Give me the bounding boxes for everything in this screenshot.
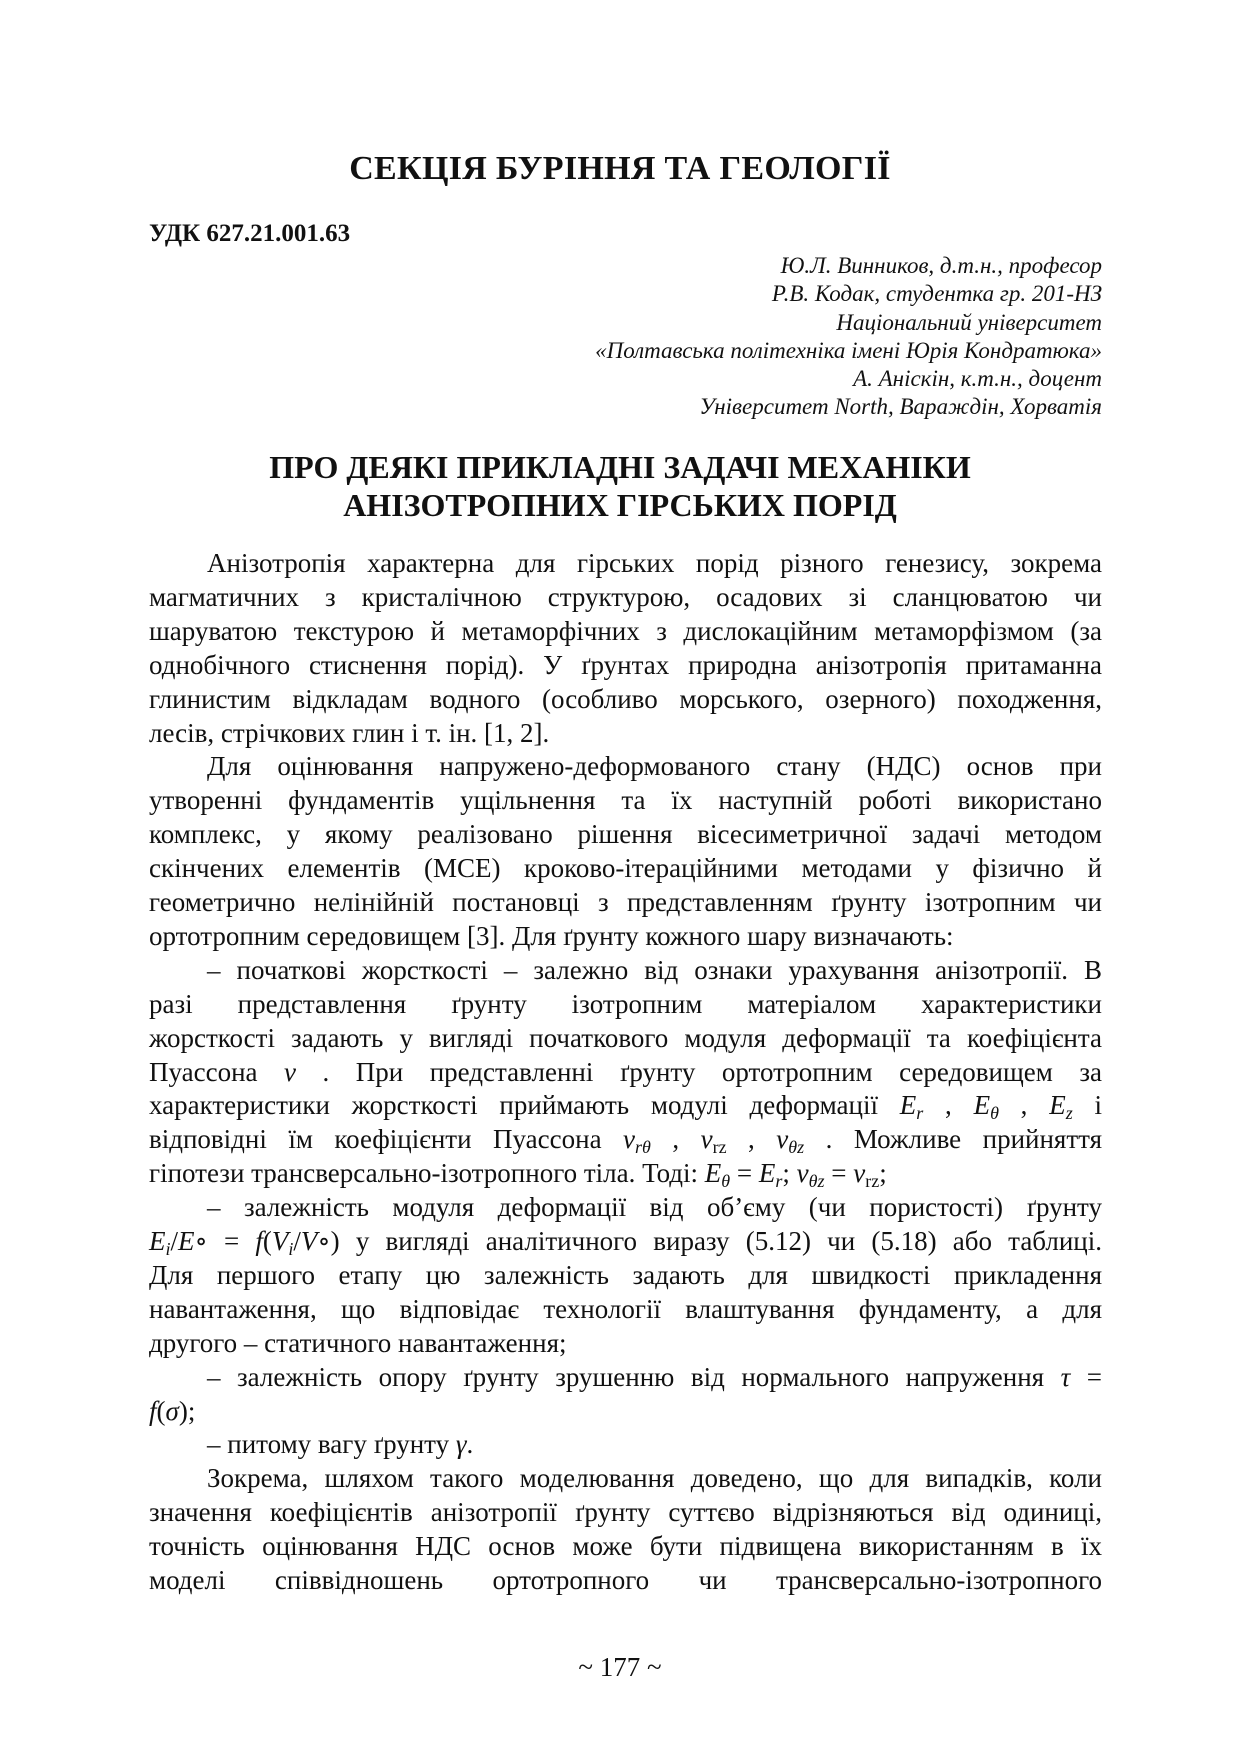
body-line [149, 1021, 1102, 1055]
text-run: , [726, 1124, 777, 1155]
text-run: Пуассона [149, 1056, 285, 1087]
math-variable: ν [853, 1158, 866, 1189]
math-symbol [178, 1226, 195, 1256]
text-run: Для першого етапу цю залежність задають для швидкості прикладення [149, 1259, 1102, 1290]
math-symbol [1061, 1362, 1071, 1392]
math-symbol [899, 1090, 924, 1124]
text-run: . Можливе прийняття [804, 1124, 1103, 1155]
body-line [149, 1258, 1102, 1292]
math-symbol [284, 1057, 296, 1087]
body-line [149, 546, 1102, 580]
math-subscript: θ [990, 1103, 999, 1124]
math-symbol [456, 1429, 467, 1459]
math-variable: V [271, 1226, 289, 1256]
body-line [149, 614, 1102, 648]
text-run: жорсткості задають у вигляді початкового модуля деформації та коефіцієнта [149, 1022, 1102, 1053]
math-variable: E [1049, 1090, 1066, 1121]
body-line [149, 1224, 1102, 1258]
body-line [149, 885, 1102, 919]
math-subscript: z [1065, 1103, 1073, 1124]
math-symbol [758, 1158, 783, 1192]
math-subscript: rz [865, 1171, 880, 1192]
math-subscript: θz [788, 1137, 805, 1158]
math-symbol [271, 1226, 294, 1259]
text-run: = [730, 1158, 759, 1189]
math-variable: f [149, 1395, 157, 1426]
section-title: СЕКЦІЯ БУРІННЯ ТА ГЕОЛОГІЇ [349, 150, 891, 187]
text-run: , [998, 1090, 1050, 1121]
math-subscript: i [288, 1239, 294, 1259]
math-variable: ν [796, 1158, 809, 1189]
text-run: – залежність опору ґрунту зрушенню від нормального напруження [207, 1361, 1061, 1392]
body-line [149, 1495, 1102, 1529]
article-title-line: ПРО ДЕЯКІ ПРИКЛАДНІ ЗАДАЧІ МЕХАНІКИ [269, 449, 971, 485]
body-line [149, 1088, 1102, 1122]
body-line [149, 580, 1102, 614]
udk-code: УДК 627.21.001.63 [149, 220, 351, 247]
text-run: ); [178, 1395, 196, 1426]
body-line [149, 1427, 1102, 1461]
body-line [149, 851, 1102, 885]
math-variable: f [255, 1226, 263, 1256]
body-line [149, 817, 1102, 851]
body-line [149, 1529, 1102, 1563]
math-symbol [776, 1124, 805, 1158]
math-symbol [700, 1124, 727, 1158]
math-subscript: rθ [635, 1137, 651, 1158]
text-run: = [1070, 1361, 1103, 1392]
text-run: Для оцінювання напружено-деформованого стану (НДС) основ при [207, 751, 1102, 782]
author-line: Ю.Л. Винников, д.т.н., професор [780, 253, 1102, 278]
math-symbol [301, 1226, 318, 1256]
body-line [149, 783, 1102, 817]
body-line [149, 682, 1102, 716]
math-symbol [166, 1396, 179, 1426]
body-line [149, 1055, 1102, 1089]
text-run: комплекс, у якому реалізовано рішення вісесиметричної задачі методом [149, 819, 1102, 850]
body-line [149, 1461, 1102, 1495]
author-block [595, 252, 1102, 422]
text-run: відповідні їм коефіцієнти Пуассона [149, 1124, 624, 1155]
text-run: / [293, 1226, 301, 1256]
body-line [149, 1292, 1102, 1326]
math-variable: σ [165, 1395, 179, 1426]
body-line [149, 1326, 1102, 1360]
article-title [0, 448, 1240, 524]
body-line [149, 749, 1102, 783]
text-run: навантаження, що відповідає технології влаштування фундаменту, а для [149, 1293, 1102, 1324]
page-number: ~ 177 ~ [578, 1652, 662, 1682]
text-run: ∘ = [194, 1226, 256, 1256]
body-line [149, 1122, 1102, 1156]
text-run: , [923, 1090, 974, 1121]
text-run: ортотропним середовищем [3]. Для ґрунту кожного шару визначають: [149, 920, 954, 951]
math-symbol [623, 1124, 651, 1158]
article-title-line: АНІЗОТРОПНИХ ГІРСЬКИХ ПОРІД [343, 487, 897, 523]
math-symbol [149, 1396, 157, 1426]
text-run: моделі співвідношень ортотропного чи трансверсально-ізотропного [149, 1565, 1102, 1595]
text-run: . При представленні ґрунту ортотропним середовищем за [296, 1056, 1102, 1087]
math-symbol [796, 1158, 825, 1192]
math-symbol [255, 1226, 263, 1256]
text-run: глинистим відкладам водного (особливо морського, озерного) походження, [149, 683, 1102, 714]
math-variable: ν [623, 1124, 636, 1155]
math-symbol [1049, 1090, 1073, 1124]
text-run: ( [262, 1226, 272, 1256]
text-run: , [650, 1124, 701, 1155]
text-run: однобічного стиснення порід). У ґрунтах природна анізотропія притаманна [149, 649, 1102, 680]
math-symbol [973, 1090, 999, 1124]
math-subscript: r [916, 1103, 924, 1124]
body-line [149, 716, 1102, 750]
text-run: геометрично нелінійній постановці з представленням ґрунту ізотропним чи [149, 887, 1102, 917]
math-symbol [149, 1226, 171, 1259]
math-variable: τ [1060, 1361, 1071, 1392]
math-variable: ν [776, 1124, 789, 1155]
text-run: – залежність модуля деформації від об’єму (чи пористості) ґрунту [207, 1192, 1102, 1223]
author-line: Р.В. Кодак, студентка гр. 201-НЗ [771, 281, 1102, 307]
text-run: другого – статичного навантаження; [149, 1327, 567, 1358]
math-variable: γ [455, 1429, 467, 1460]
body-line [149, 919, 1102, 953]
math-variable: E [758, 1158, 776, 1189]
text-run: шаруватою текстурою й метаморфічних з дислокаційним метаморфізмом (за [149, 615, 1102, 646]
text-run: лесів, стрічкових глин і т. ін. [1, 2]. [149, 717, 550, 748]
math-variable: E [704, 1158, 722, 1189]
text-run: магматичних з кристалічною структурою, осадових зі сланцюватою чи [149, 581, 1102, 612]
text-run: / [170, 1226, 179, 1256]
text-run: – питому вагу ґрунту [207, 1429, 456, 1460]
author-line: А. Аніскін, к.т.н., доцент [853, 366, 1102, 392]
text-run: характеристики жорсткості приймають модулі деформації [149, 1090, 900, 1121]
body-line [149, 1156, 1102, 1190]
text-run: ; [782, 1158, 797, 1189]
body-line [149, 1394, 1102, 1428]
math-subscript: θ [721, 1171, 731, 1192]
math-variable: V [300, 1226, 318, 1256]
text-run: ; [879, 1158, 887, 1189]
text-run: значення коефіцієнтів анізотропії ґрунту суттєво відрізняються від одиниці, [149, 1497, 1102, 1528]
body-line [149, 1190, 1102, 1224]
math-subscript: r [775, 1171, 783, 1192]
affiliation-line: «Полтавська політехніка імені Юрія Кондратюка» [595, 337, 1102, 363]
math-symbol [704, 1158, 731, 1192]
body-line [149, 1360, 1102, 1394]
affiliation-line: Національний університет [836, 309, 1102, 335]
body-line [149, 987, 1102, 1021]
text-run: . [466, 1429, 474, 1460]
text-run: ∘) у вигляді аналітичного виразу (5.12) чи (5.18) або таблиці. [317, 1226, 1102, 1256]
text-run: = [824, 1158, 854, 1189]
text-run: Анізотропія характерна для гірських порід різного генезису, зокрема [207, 548, 1102, 578]
math-variable: ν [284, 1056, 297, 1087]
text-run: утворенні фундаментів ущільнення та їх наступній роботі використано [149, 785, 1102, 816]
text-run: точність оцінювання НДС основ може бути підвищена використанням в їх [149, 1531, 1102, 1562]
text-run: гіпотези трансверсально-ізотропного тіла. Тоді: [149, 1158, 705, 1189]
math-variable: E [178, 1226, 195, 1256]
text-run: – початкові жорсткості – залежно від ознаки урахування анізотропії. В [207, 954, 1102, 985]
body-line [149, 648, 1102, 682]
math-variable: E [149, 1226, 166, 1256]
math-variable: E [973, 1090, 991, 1121]
text-run: разі представлення ґрунту ізотропним матеріалом характеристики [149, 988, 1102, 1019]
text-run: Зокрема, шляхом такого моделювання доведено, що для випадків, коли [207, 1463, 1102, 1494]
affiliation-line: Університет North, Вараждін, Хорватія [699, 394, 1102, 420]
body-line [149, 1563, 1102, 1597]
math-symbol [853, 1158, 880, 1192]
math-variable: ν [700, 1124, 713, 1155]
body-line [149, 953, 1102, 987]
text-run: скінчених елементів (МСЕ) кроково-ітераційними методами у фізично й [149, 853, 1102, 884]
math-subscript: rz [712, 1137, 727, 1158]
math-subscript: θz [808, 1171, 825, 1192]
text-run: і [1072, 1090, 1103, 1121]
math-variable: E [899, 1090, 917, 1121]
math-subscript: i [165, 1239, 171, 1259]
text-run: ( [156, 1395, 166, 1426]
